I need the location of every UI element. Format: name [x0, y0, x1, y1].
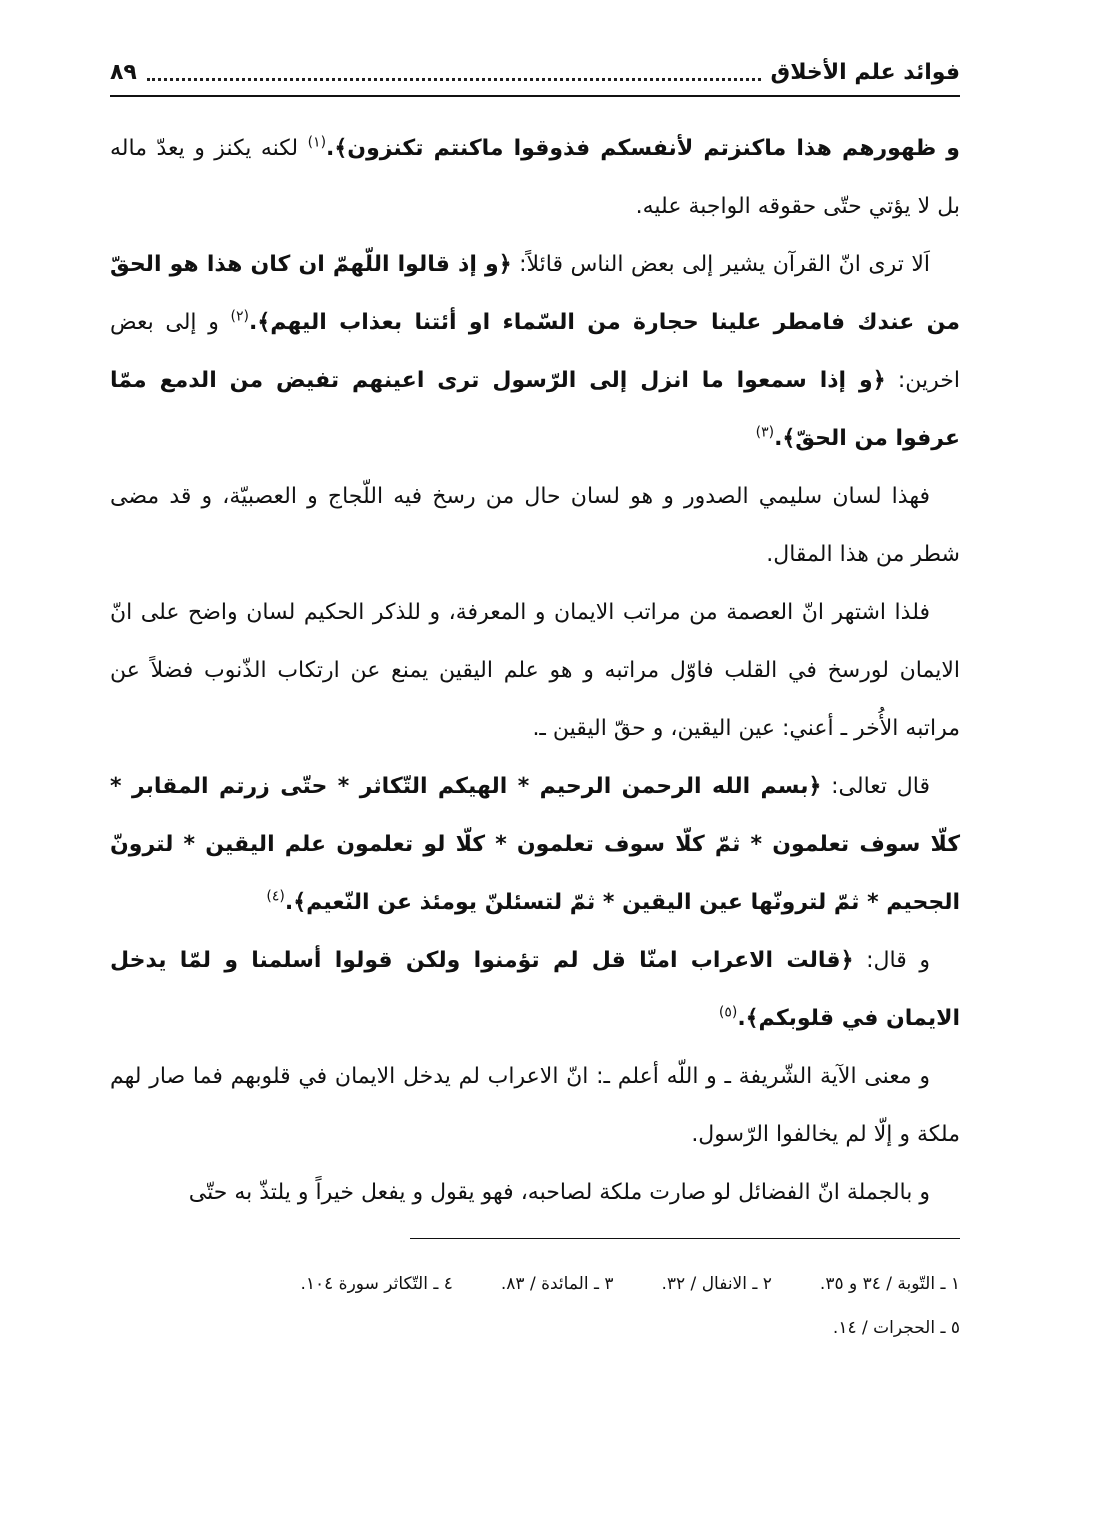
body-text	[110, 120, 960, 1222]
footnote-2: ٢ ـ الانفال / ٣٢.	[661, 1274, 772, 1294]
paragraph-p2	[110, 236, 960, 468]
page-number: ٨٩	[110, 59, 137, 85]
text-run: و بالجملة انّ الفضائل لو صارت ملكة لصاحبه، فهو يقول و يفعل خيراً و يلتذّ به حتّى	[188, 1180, 930, 1205]
text-run: اَلا ترى انّ القرآن يشير إلى بعض الناس قائلاً:	[511, 252, 930, 277]
header-title: فوائد علم الأخلاق	[770, 59, 960, 85]
footnote-ref: (٥)	[718, 1004, 738, 1021]
paragraph-p4	[110, 584, 960, 758]
footnote-5: ٥ ـ الحجرات / ١٤.	[832, 1318, 960, 1338]
paragraph-p6	[110, 932, 960, 1048]
footnote-ref: (٢)	[230, 308, 249, 325]
text-run: فهذا لسان سليمي الصدور و هو لسان حال من رسخ فيه اللّجاج و العصبيّة، و قد مضى شطر من هذا المقال.	[110, 484, 960, 567]
text-run: و إلى بعض اخرين:	[110, 310, 960, 393]
footnote-rule	[410, 1238, 960, 1239]
header-rule	[110, 95, 960, 97]
footnote-ref: (٣)	[755, 424, 775, 441]
footnote-ref: (١)	[307, 134, 327, 151]
paragraph-p1	[110, 120, 960, 236]
footnote-1: ١ ـ التّوبة / ٣٤ و ٣٥.	[819, 1274, 960, 1294]
quran-quote: ﴿و إذا سمعوا ما انزل إلى الرّسول ترى اعينهم تفيض من الدمع ممّا عرفوا من الحقّ﴾.	[110, 368, 960, 451]
footnote-row-2	[110, 1306, 960, 1350]
footnote-4: ٤ ـ التّكاثر سورة ١٠٤.	[300, 1274, 453, 1294]
text-run: قال تعالى:	[821, 774, 930, 799]
quran-quote: ﴿و إذ قالوا اللّهمّ ان كان هذا هو الحقّ من عندك فامطر علينا حجارة من السّماء او أئتنا بعذاب اليهم﴾.	[110, 252, 961, 335]
text-run: فلذا اشتهر انّ العصمة من مراتب الايمان و المعرفة، و للذكر الحكيم لسان واضح على انّ الايمان لورسخ في القلب فاوّل مراتبه و هو علم اليقين يمنع عن ارتكاب الذّنوب فضلاً عن مراتبه الأُخر ـ أعني: عين اليقين، و حقّ اليقين ـ.	[110, 600, 960, 741]
paragraph-p8	[110, 1164, 960, 1222]
quran-quote: ﴿بسم الله الرحمن الرحيم * الهيكم التّكاثر * حتّى زرتم المقابر * كلّا سوف تعلمون * ثمّ كلّا سوف تعلمون * كلّا لو تعلمون علم اليقين * لترونّ الجحيم * ثمّ لترونّها عين اليقين * ثمّ لتسئلنّ يومئذ عن النّعيم﴾.	[110, 774, 960, 915]
page-header	[110, 52, 960, 92]
footnotes	[110, 1262, 960, 1350]
quran-quote: و ظهورهم هذا ماكنزتم لأنفسكم فذوقوا ماكنتم تكنزون﴾.	[326, 136, 960, 161]
document-page	[110, 0, 960, 1538]
paragraph-p7	[110, 1048, 960, 1164]
header-dot-leader	[147, 64, 761, 81]
text-run: و قال:	[853, 948, 930, 973]
footnote-row-1	[110, 1262, 960, 1306]
text-run: و معنى الآية الشّريفة ـ و اللّه أعلم ـ: انّ الاعراب لم يدخل الايمان في قلوبهم فما صار لهم ملكة و إلّا لم يخالفوا الرّسول.	[110, 1064, 960, 1147]
footnote-ref: (٤)	[266, 888, 285, 905]
footnote-3: ٣ ـ المائدة / ٨٣.	[500, 1274, 614, 1294]
paragraph-p5	[110, 758, 960, 932]
text-run: لكنه يكنز و يعدّ ماله بل لا يؤتي حتّى حقوقه الواجبة عليه.	[110, 136, 960, 219]
quran-quote: ﴿قالت الاعراب امنّا قل لم تؤمنوا ولكن قولوا أسلمنا و لمّا يدخل الايمان في قلوبكم﴾.	[110, 948, 960, 1031]
paragraph-p3	[110, 468, 960, 584]
